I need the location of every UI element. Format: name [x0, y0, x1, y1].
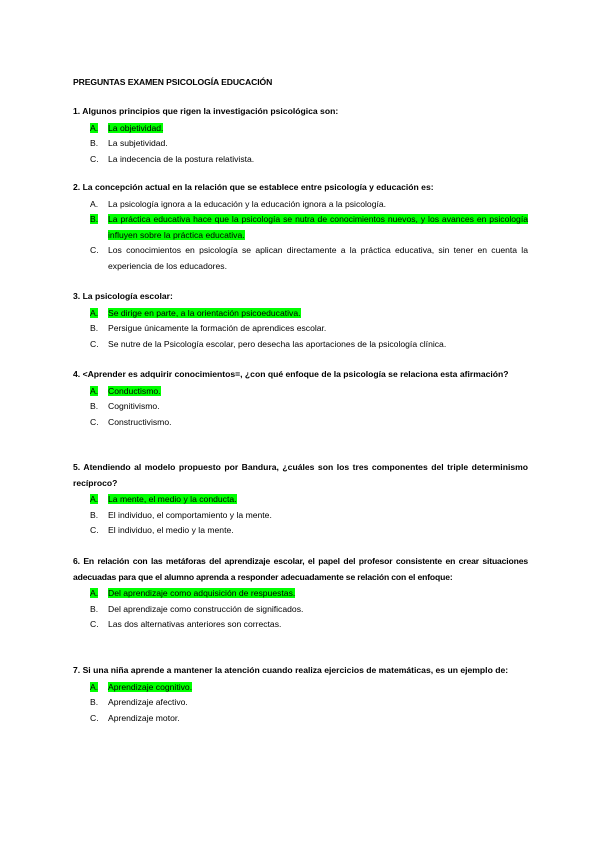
option-text-correct: Aprendizaje cognitivo. — [108, 681, 193, 692]
option-a — [73, 384, 528, 400]
option-text: Las dos alternativas anteriores son correctas. — [108, 619, 282, 629]
option-c — [73, 711, 528, 727]
option-c — [73, 523, 528, 539]
question-7 — [73, 663, 528, 726]
option-b — [73, 508, 528, 524]
option-c — [73, 152, 528, 168]
question-number: 6. — [73, 556, 80, 566]
question-number: 5. — [73, 462, 81, 472]
option-list — [73, 306, 528, 353]
option-b — [73, 212, 528, 243]
option-list — [73, 384, 528, 431]
option-b — [73, 695, 528, 711]
option-text: Cognitivismo. — [108, 401, 160, 411]
option-list — [73, 197, 528, 275]
question-6 — [73, 554, 528, 633]
option-text: Aprendizaje afectivo. — [108, 697, 188, 707]
option-letter: C. — [90, 245, 99, 255]
option-a — [73, 680, 528, 696]
option-letter: B. — [90, 323, 99, 333]
option-letter: C. — [90, 416, 99, 427]
option-letter: A. — [90, 198, 99, 209]
question-text — [73, 554, 528, 585]
option-letter: B. — [90, 401, 99, 411]
question-4 — [73, 367, 528, 430]
option-text: Persigue únicamente la formación de aprendices escolar. — [108, 323, 327, 333]
option-text-correct: Del aprendizaje como adquisición de respuestas. — [108, 588, 296, 598]
question-1 — [73, 104, 528, 167]
question-stem: La concepción actual en la relación que se establece entre psicología y educación es: — [82, 182, 434, 192]
option-c — [73, 415, 528, 431]
option-b — [73, 399, 528, 415]
option-a — [73, 121, 528, 137]
option-letter: B. — [90, 138, 99, 148]
option-text: La psicología ignora a la educación y la educación ignora a la psicología. — [108, 198, 387, 209]
option-text: Del aprendizaje como construcción de significados. — [108, 603, 304, 614]
option-text-correct: La práctica educativa hace que la psicología se nutra de conocimientos nuevos, y los avances en psicología influyen sobre la práctica educativa. — [108, 214, 528, 240]
option-letter: A. — [90, 385, 99, 396]
question-2 — [73, 180, 528, 274]
option-letter: A. — [90, 681, 99, 692]
option-a — [73, 197, 528, 213]
question-number: 3. — [73, 291, 81, 301]
question-text — [73, 663, 528, 679]
option-list — [73, 586, 528, 633]
option-letter: B. — [90, 509, 99, 520]
option-letter: C. — [90, 338, 99, 349]
question-text — [73, 180, 528, 196]
option-letter: C. — [90, 712, 99, 723]
question-stem: Si una niña aprende a mantener la atención cuando realiza ejercicios de matemáticas, es un ejemplo de: — [82, 665, 509, 675]
question-stem: En relación con las metáforas del aprendizaje escolar, el papel del profesor consistente en crear situaciones adecuadas para que el alumno aprenda a responder adecuadamente se relación con el enfoque: — [73, 556, 528, 582]
option-letter: B. — [90, 214, 99, 224]
option-b — [73, 321, 528, 337]
option-text: La subjetividad. — [108, 138, 168, 148]
option-list — [73, 121, 528, 168]
option-c — [73, 617, 528, 633]
option-text-correct: La mente, el medio y la conducta. — [108, 494, 237, 504]
question-number: 1. — [73, 106, 81, 116]
option-a — [73, 586, 528, 602]
question-text — [73, 367, 528, 383]
option-text: La indecencia de la postura relativista. — [108, 153, 255, 164]
option-list — [73, 492, 528, 539]
option-letter: C. — [90, 619, 99, 629]
question-stem: Algunos principios que rigen la investigación psicológica son: — [82, 106, 339, 116]
option-letter: A. — [90, 307, 99, 318]
question-text — [73, 460, 528, 491]
question-number: 2. — [73, 182, 81, 192]
option-list — [73, 680, 528, 727]
question-stem: La psicología escolar: — [82, 291, 173, 301]
option-text: Los conocimientos en psicología se aplican directamente a la práctica educativa, sin tener en cuenta la experiencia de los educadores. — [108, 245, 528, 271]
option-letter: C. — [90, 525, 99, 535]
option-b — [73, 602, 528, 618]
option-a — [73, 492, 528, 508]
option-letter: B. — [90, 697, 99, 707]
option-text: Constructivismo. — [108, 416, 172, 427]
option-text-correct: Conductismo. — [108, 385, 161, 396]
option-c — [73, 243, 528, 274]
option-a — [73, 306, 528, 322]
option-text: El individuo, el medio y la mente. — [108, 525, 234, 535]
question-stem: <Aprender es adquirir conocimientos=, ¿con qué enfoque de la psicología se relaciona esta afirmación? — [82, 369, 509, 379]
option-letter: A. — [90, 494, 99, 504]
option-text: El individuo, el comportamiento y la mente. — [108, 509, 272, 520]
option-letter: A. — [90, 122, 99, 133]
option-text-correct: La objetividad. — [108, 122, 164, 133]
option-text: Aprendizaje motor. — [108, 712, 180, 723]
question-5 — [73, 460, 528, 539]
question-3 — [73, 289, 528, 352]
question-stem: Atendiendo al modelo propuesto por Bandura, ¿cuáles son los tres componentes del triple determinismo recíproco? — [73, 462, 528, 488]
option-text-correct: Se dirige en parte, a la orientación psicoeducativa. — [108, 307, 301, 318]
question-text — [73, 289, 528, 305]
document-title: PREGUNTAS EXAMEN PSICOLOGÍA EDUCACIÓN — [73, 77, 273, 87]
option-letter: A. — [90, 588, 99, 598]
question-text — [73, 104, 528, 120]
option-c — [73, 337, 528, 353]
question-number: 7. — [73, 665, 81, 675]
question-number: 4. — [73, 369, 81, 379]
option-letter: C. — [90, 153, 99, 164]
option-letter: B. — [90, 603, 99, 614]
option-text: Se nutre de la Psicología escolar, pero desecha las aportaciones de la psicología clínica. — [108, 338, 447, 349]
option-b — [73, 136, 528, 152]
